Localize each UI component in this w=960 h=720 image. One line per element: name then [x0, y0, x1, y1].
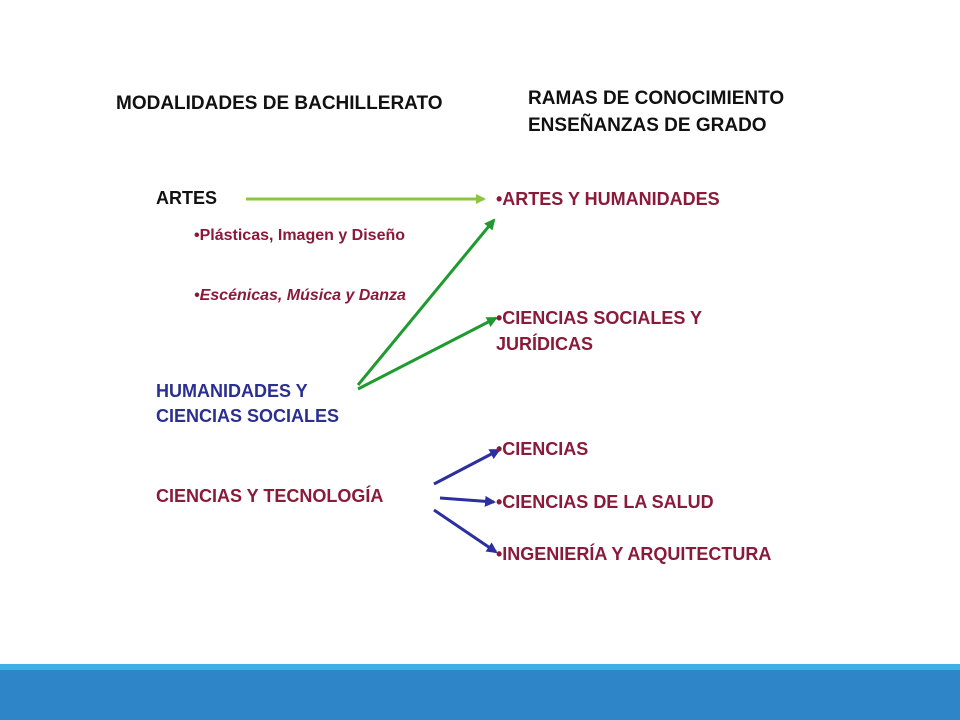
- artes-sub-escenicas: •Escénicas, Música y Danza: [194, 287, 406, 304]
- arrow-tecnologia-to-ciencias: [434, 450, 499, 484]
- modalidad-artes: ARTES: [156, 188, 218, 208]
- footer-bar: [0, 664, 960, 720]
- rama-sociales-line2: JURÍDICAS: [496, 334, 594, 354]
- rama-ciencias-salud: •CIENCIAS DE LA SALUD: [496, 492, 714, 512]
- header-ramas-line1: RAMAS DE CONOCIMIENTO: [528, 88, 785, 109]
- rama-ingenieria: •INGENIERÍA Y ARQUITECTURA: [496, 544, 772, 564]
- arrow-tecnologia-to-ingenieria: [434, 510, 496, 552]
- modalidad-ciencias-tecnologia: CIENCIAS Y TECNOLOGÍA: [156, 486, 384, 506]
- arrow-tecnologia-to-salud: [440, 498, 494, 502]
- rama-ciencias: •CIENCIAS: [496, 439, 589, 459]
- rama-sociales-line1: •CIENCIAS SOCIALES Y: [496, 308, 703, 328]
- header-ramas-line2: ENSEÑANZAS DE GRADO: [528, 115, 767, 136]
- arrow-humanidades-to-sociales: [358, 318, 496, 389]
- header-modalidades: MODALIDADES DE BACHILLERATO: [116, 93, 443, 114]
- modalidad-humanidades-line1: HUMANIDADES Y: [156, 381, 308, 401]
- modalidad-humanidades-line2: CIENCIAS SOCIALES: [156, 406, 340, 426]
- artes-sub-plasticas: •Plásticas, Imagen y Diseño: [194, 227, 406, 244]
- rama-artes-humanidades: •ARTES Y HUMANIDADES: [496, 189, 720, 209]
